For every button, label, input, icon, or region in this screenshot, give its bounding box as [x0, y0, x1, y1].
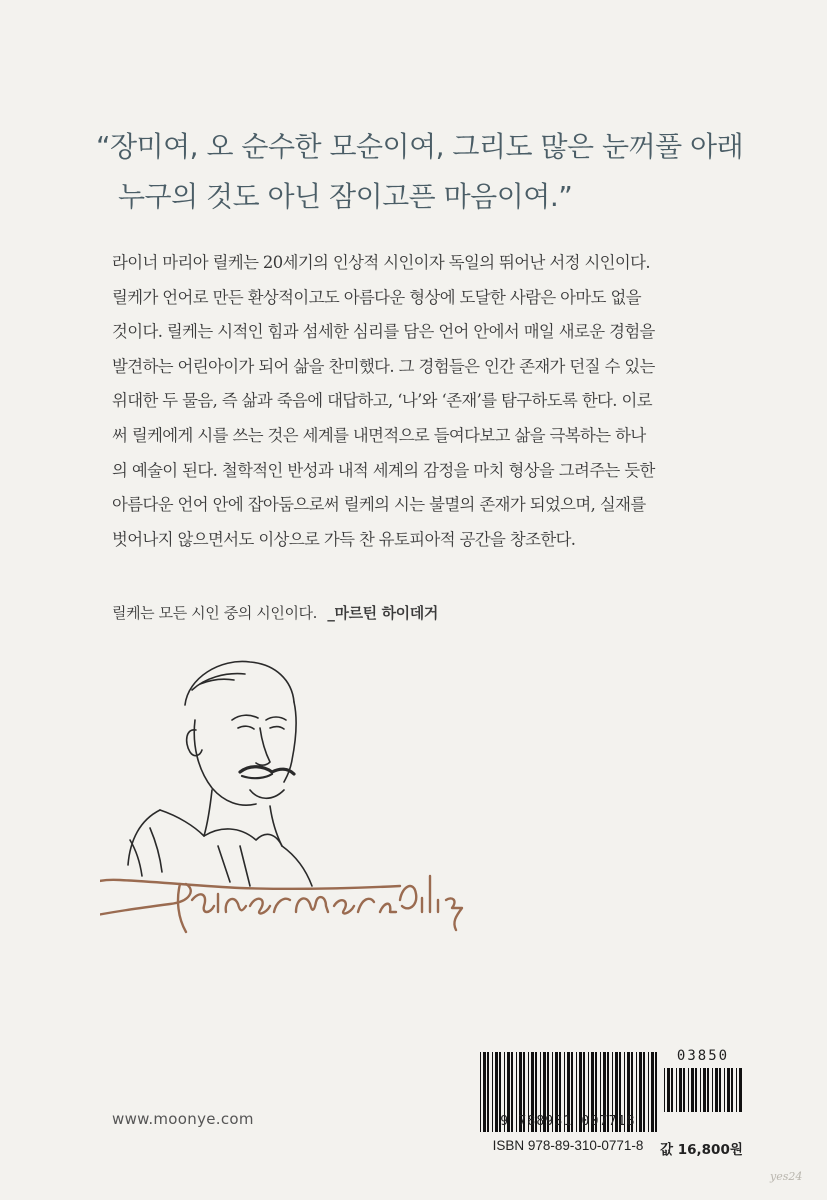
description-line: 써 릴케에게 시를 쓰는 것은 세계를 내면적으로 들여다보고 삶을 극복하는 하나: [112, 425, 646, 445]
barcode-bar: [712, 1068, 713, 1112]
barcode-bar: [736, 1068, 737, 1112]
description-line: 라이너 마리아 릴케는 20세기의 인상적 시인이자 독일의 뛰어난 서정 시인이다.: [112, 253, 650, 272]
barcode-bar: [664, 1068, 665, 1112]
description-line: 의 예술이 된다. 철학적인 반성과 내적 세계의 감정을 마치 형상을 그려주는 듯한: [112, 460, 655, 480]
heidegger-attribution: _마르틴 하이데거: [327, 604, 438, 622]
barcode-bar: [707, 1068, 709, 1112]
barcode-bar: [667, 1068, 670, 1112]
heidegger-quote-text: 릴케는 모든 시인 중의 시인이다.: [112, 604, 318, 622]
description-line: 것이다. 릴케는 시적인 힘과 섬세한 심리를 담은 언어 안에서 매일 새로운 경험을: [112, 322, 655, 342]
store-stamp: yes24: [770, 1170, 803, 1183]
barcode-bar: [724, 1068, 725, 1112]
barcode-bar: [727, 1068, 730, 1112]
barcode-bar: [695, 1068, 697, 1112]
description-line: 아름다운 언어 안에 잡아둠으로써 릴케의 시는 불멸의 존재가 되었으며, 실재를: [112, 495, 646, 515]
barcode-bar: [691, 1068, 694, 1112]
barcode-bar: [679, 1068, 682, 1112]
heidegger-quote: [112, 602, 438, 623]
barcode-bar: [715, 1068, 718, 1112]
barcode-bar: [731, 1068, 733, 1112]
description-line: 릴케가 언어로 만든 환상적이고도 아름다운 형상에 도달한 사람은 아마도 없을: [112, 287, 641, 307]
isbn-digits: 9 788931 007718: [500, 1114, 636, 1129]
addon-digits: 03850: [676, 1048, 730, 1064]
barcode-bar: [739, 1068, 742, 1112]
price-label: 값 16,800원: [660, 1142, 743, 1158]
rainer-maria-rilke-signature-icon: [100, 876, 462, 932]
publisher-website: www.moonye.com: [112, 1110, 254, 1128]
barcode-bar: [700, 1068, 701, 1112]
barcode-bar: [683, 1068, 685, 1112]
epigraph-line-1: “장미여, 오 순수한 모순이여, 그리도 많은 눈꺼풀 아래: [96, 130, 744, 163]
description-line: 벗어나지 않으면서도 이상으로 가득 찬 유토피아적 공간을 창조한다.: [112, 529, 576, 549]
description-line: 발견하는 어린아이가 되어 삶을 찬미했다. 그 경험들은 인간 존재가 던질 수 있는: [112, 356, 655, 376]
isbn-label: ISBN 978-89-310-0771-8: [492, 1138, 644, 1153]
barcode-bar: [676, 1068, 677, 1112]
barcode-bar: [703, 1068, 706, 1112]
book-description: [112, 246, 724, 557]
description-line: 위대한 두 물음, 즉 삶과 죽음에 대답하고, ‘나’와 ‘존재’를 탐구하도록 한다. 이로: [112, 391, 652, 411]
barcode-bar: [671, 1068, 673, 1112]
barcode-bar: [688, 1068, 689, 1112]
barcode-bar: [719, 1068, 721, 1112]
addon-barcode-icon: [662, 1068, 744, 1112]
rilke-portrait-sketch-icon: [100, 650, 520, 950]
epigraph-quote: [96, 122, 756, 222]
epigraph-line-2: 누구의 것도 아닌 잠이고픈 마음이여.”: [118, 180, 573, 213]
